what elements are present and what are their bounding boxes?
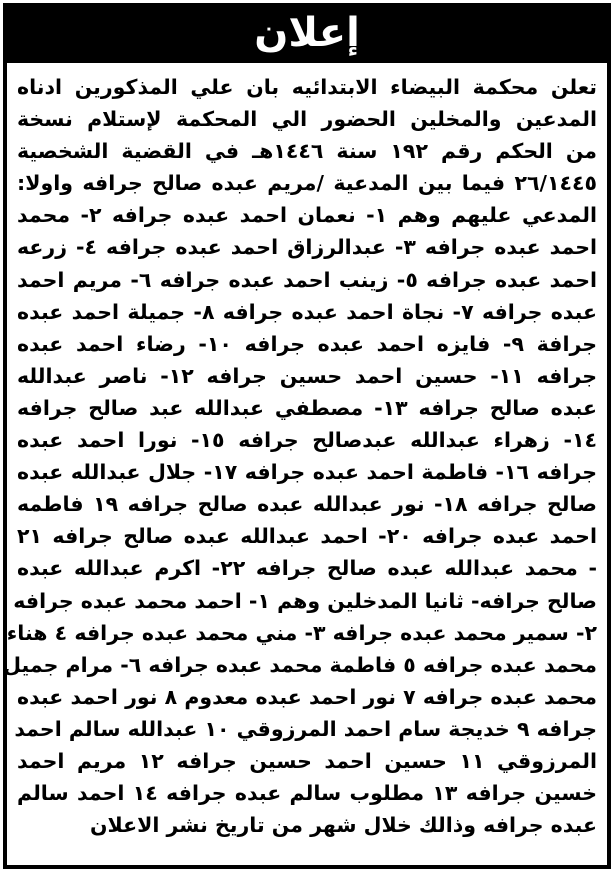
notice-line: من الحكم رقم ١٩٢ سنة ١٤٤٦هـ في القضية الشخصية	[17, 139, 597, 164]
notice-line: احمد عبده جرافه ٢٠- احمد عبدالله عبده صالح جرافه ٢١	[17, 524, 597, 549]
notice-line: عبده جرافه ٧- نجاة احمد عبده جرافه ٨- جميلة احمد عبده	[17, 299, 598, 324]
notice-line: - محمد عبدالله عبده صالح جرافه ٢٢- اكرم عبدالله عبده	[17, 556, 597, 581]
notice-line: جرافه ١١- حسين احمد حسين جرافه ١٢- ناصر عبدالله	[17, 363, 598, 388]
notice-line: جرافه ١٦- فاطمة احمد عبده جرافه ١٧- جلال عبدالله عبده	[17, 460, 597, 485]
notice-title: إعلان	[254, 10, 360, 56]
notice-line: تعلن محكمة البيضاء الابتدائيه بان علي المذكورين ادناه	[17, 75, 597, 99]
notice-line: احمد عبده جرافه ٥- زينب احمد عبده جرافه ٦- مريم احمد	[17, 267, 598, 292]
notice-line: ١٤- زهراء عبدالله عبدصالح جرافه ١٥- نورا احمد عبده	[17, 428, 597, 453]
notice-line: المرزوقي ١١ حسين احمد حسين جرافه ١٢ مريم احمد	[17, 748, 597, 773]
notice-box	[3, 3, 611, 869]
notice-line: احمد عبده جرافه ٣- عبدالرزاق احمد عبده جرافه ٤- زرعه	[17, 235, 597, 260]
notice-line: جرافه ٩ خديجة سام احمد المرزوقي ١٠ عبدالله سالم احمد	[14, 716, 597, 741]
notice-line: صالح جرافه ١٨- نور عبدالله عبده صالح جرافه ١٩ فاطمه	[17, 492, 597, 517]
notice-body	[3, 63, 607, 841]
notice-line: جرافة ٩- فايزه احمد عبده جرافه ١٠- رضاء احمد عبده	[17, 331, 597, 356]
notice-line: محمد عبده جرافه ٥ فاطمة محمد عبده جرافه ٦- مرام جميل	[3, 652, 597, 677]
notice-line: ٢٦/١٤٤٥ فيما بين المدعية /مريم عبده صالح جرافه واولا:	[17, 171, 597, 196]
notice-line: عبده صالح جرافه ١٣- مصطفي عبدالله عبد صالح جرافه	[17, 395, 597, 420]
notice-line: المدعين والمخلين الحضور الي المحكمة لإستلام نسخة	[17, 107, 597, 132]
notice-line: محمد عبده جرافه ٧ نور احمد عبده معدوم ٨ نور احمد عبده	[17, 684, 597, 709]
notice-line: عبده جرافه وذالك خلال شهر من تاريخ نشر الاعلان	[90, 813, 597, 838]
notice-header	[7, 7, 607, 63]
notice-line: ٢- سمير محمد عبده جرافه ٣- مني محمد عبده جرافه ٤ هناء	[6, 620, 597, 645]
notice-line: المدعي عليهم وهم ١- نعمان احمد عبده جرافه ٢- محمد	[17, 203, 597, 228]
notice-line: خسين جرافه ١٣ مطلوب سالم عبده جرافه ١٤ احمد سالم	[17, 781, 597, 806]
notice-line: صالح جرافه- ثانيا المدخلين وهم ١- احمد محمد عبده جرافه	[13, 588, 597, 613]
